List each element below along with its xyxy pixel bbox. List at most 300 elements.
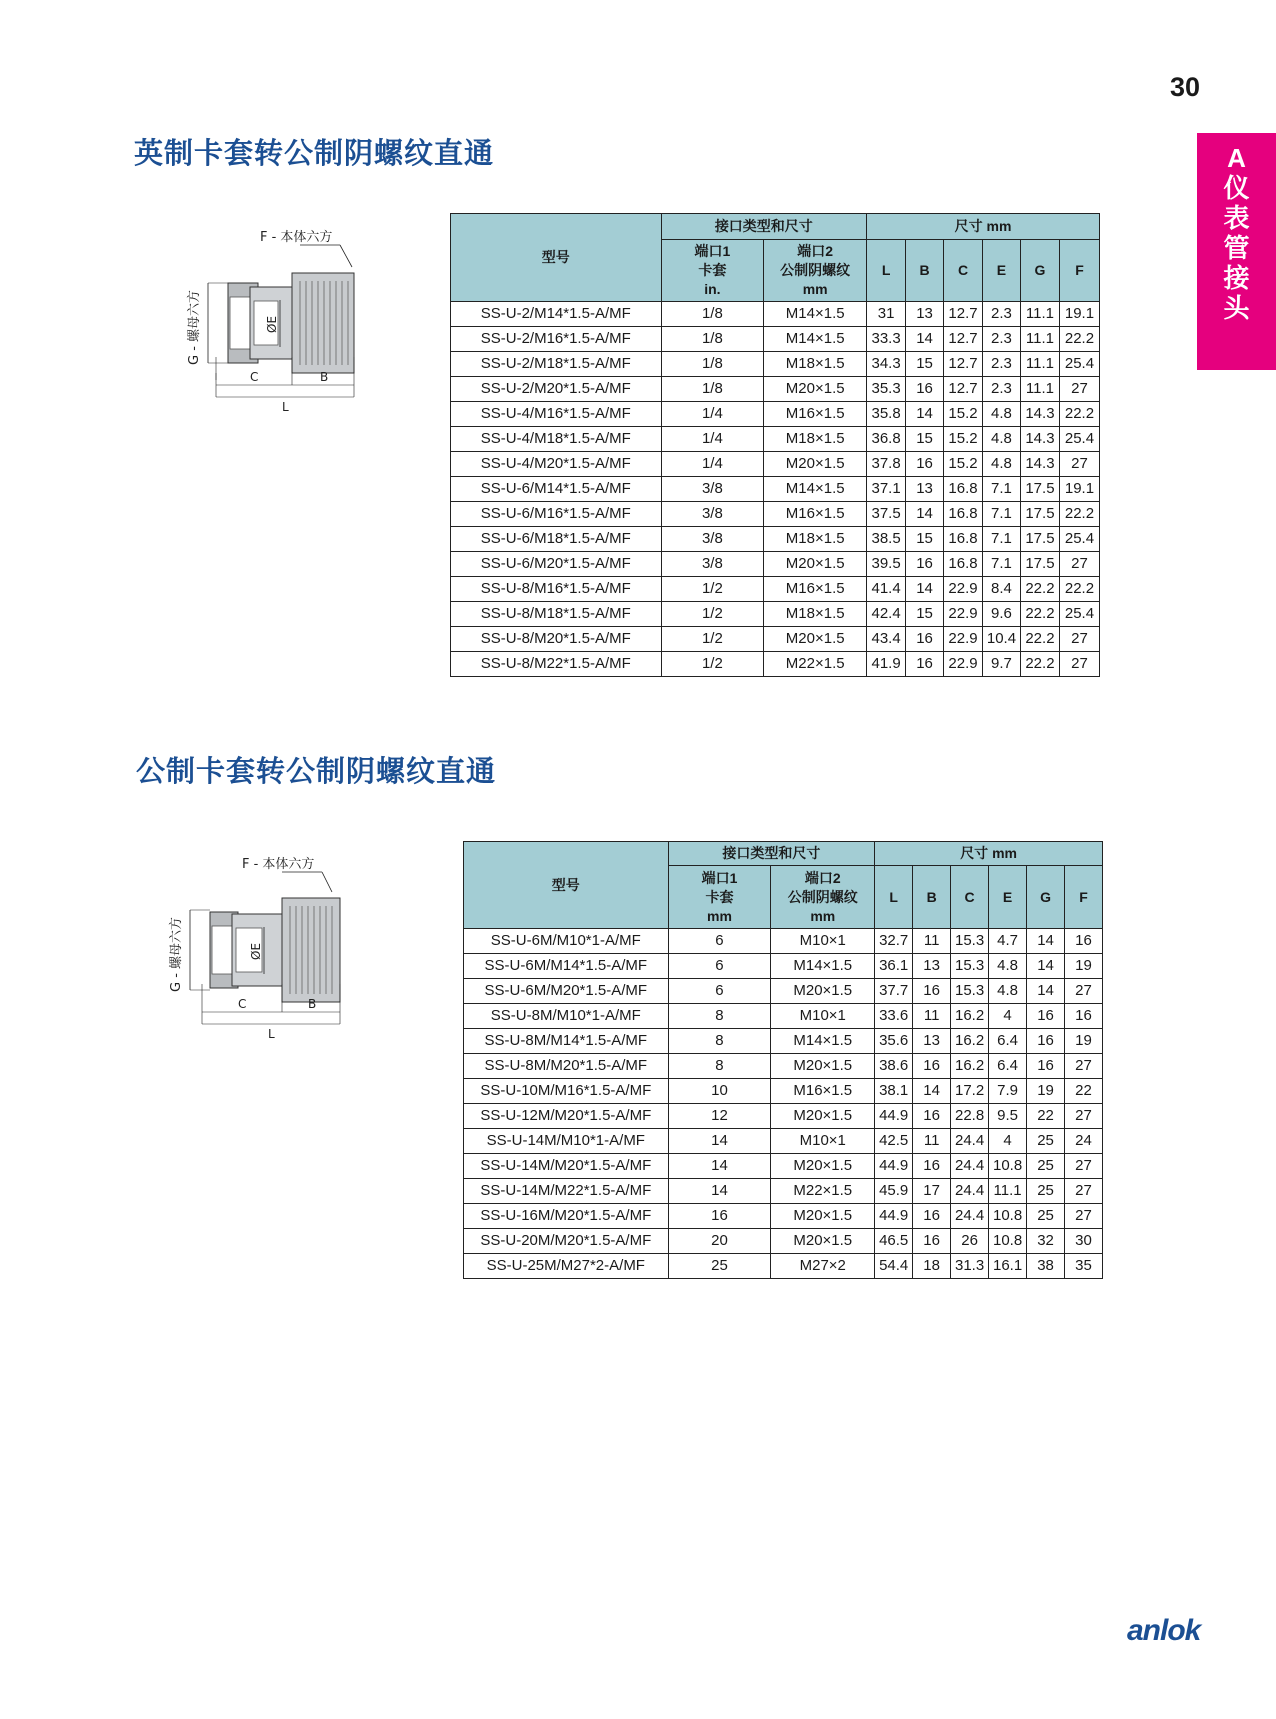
col-header-B: B	[913, 866, 951, 929]
table-cell: 35.3	[867, 377, 906, 402]
table-row	[464, 929, 1103, 954]
table-cell: 16.2	[951, 1054, 989, 1079]
table-cell: 8.4	[982, 577, 1020, 602]
table-cell: SS-U-6M/M14*1.5-A/MF	[464, 954, 669, 979]
table-cell: M20×1.5	[771, 1054, 875, 1079]
table-cell: 41.9	[867, 652, 906, 677]
hex-label: F - 本体六方	[260, 230, 333, 245]
table-cell: 25.4	[1059, 352, 1099, 377]
table-cell: 38	[1027, 1254, 1065, 1279]
table-row	[451, 527, 1100, 552]
table-cell: 10.8	[989, 1204, 1027, 1229]
col-header-E: E	[989, 866, 1027, 929]
table-cell: 11.1	[1020, 327, 1059, 352]
table-cell: 14	[906, 402, 944, 427]
table-cell: 7.9	[989, 1079, 1027, 1104]
table-cell: M18×1.5	[764, 427, 867, 452]
table-cell: 14	[668, 1129, 771, 1154]
table-cell: M14×1.5	[764, 477, 867, 502]
table-cell: 34.3	[867, 352, 906, 377]
table-cell: 16.2	[951, 1029, 989, 1054]
table-cell: 8	[668, 1004, 771, 1029]
table-cell: 38.5	[867, 527, 906, 552]
nut-label: G - 螺母六方	[169, 916, 184, 992]
table-cell: 6	[668, 979, 771, 1004]
port1-line: 端口1	[694, 243, 731, 259]
table-cell: M20×1.5	[771, 1204, 875, 1229]
table-cell: 14	[668, 1179, 771, 1204]
table-cell: 17.5	[1020, 552, 1059, 577]
table-row	[464, 1079, 1103, 1104]
table-cell: 16.8	[944, 477, 983, 502]
port2-line: 端口2	[804, 869, 841, 886]
col-header-port2	[764, 240, 867, 302]
table-row	[451, 602, 1100, 627]
port1-line: mm	[707, 907, 732, 924]
table-cell: 31.3	[951, 1254, 989, 1279]
table-cell: 11.1	[989, 1179, 1027, 1204]
table-row	[451, 627, 1100, 652]
table-cell: M20×1.5	[771, 1229, 875, 1254]
table-cell: 27	[1059, 452, 1099, 477]
table-cell: 20	[668, 1229, 771, 1254]
table-cell: 2.3	[982, 302, 1020, 327]
table-cell: 25.4	[1059, 602, 1099, 627]
table-cell: 6	[668, 954, 771, 979]
table-cell: SS-U-8M/M14*1.5-A/MF	[464, 1029, 669, 1054]
col-header-port2	[771, 866, 875, 929]
table-cell: 16	[913, 1204, 951, 1229]
table-row	[464, 1054, 1103, 1079]
table-cell: M20×1.5	[764, 452, 867, 477]
hex-label: F - 本体六方	[242, 857, 315, 872]
table-cell: 22.2	[1020, 627, 1059, 652]
table-row	[464, 1104, 1103, 1129]
col-header-F: F	[1059, 240, 1099, 302]
table-cell: 25	[1027, 1129, 1065, 1154]
table-cell: 35	[1065, 1254, 1103, 1279]
table-cell: SS-U-6M/M20*1.5-A/MF	[464, 979, 669, 1004]
table-cell: 10	[668, 1079, 771, 1104]
table-cell: 16	[1065, 1004, 1103, 1029]
table-cell: 16	[913, 1054, 951, 1079]
col-header-L: L	[875, 866, 913, 929]
table-cell: SS-U-8M/M10*1-A/MF	[464, 1004, 669, 1029]
table-cell: 16	[913, 979, 951, 1004]
col-header-interface: 接口类型和尺寸	[661, 214, 867, 240]
table-cell: 15.2	[944, 452, 983, 477]
table-cell: 14	[1027, 954, 1065, 979]
table-cell: SS-U-4/M18*1.5-A/MF	[451, 427, 662, 452]
table-cell: 4.8	[989, 979, 1027, 1004]
col-header-dims: 尺寸 mm	[875, 842, 1103, 866]
table-cell: 54.4	[875, 1254, 913, 1279]
table-cell: 16	[906, 552, 944, 577]
section-side-tab	[1197, 133, 1276, 370]
table-cell: 22.2	[1059, 577, 1099, 602]
table-cell: 13	[913, 1029, 951, 1054]
table-cell: 32.7	[875, 929, 913, 954]
table-cell: M20×1.5	[771, 1154, 875, 1179]
table-cell: 7.1	[982, 477, 1020, 502]
page-number: 30	[1169, 72, 1200, 102]
table-cell: 38.1	[875, 1079, 913, 1104]
table-cell: 14	[906, 327, 944, 352]
c-dim-label: C	[238, 997, 247, 1011]
table-cell: 25.4	[1059, 427, 1099, 452]
b-dim-label: B	[308, 997, 317, 1011]
table-cell: 38.6	[875, 1054, 913, 1079]
side-tab-char: 接	[1223, 263, 1250, 293]
table-cell: 24.4	[951, 1154, 989, 1179]
table-row	[451, 652, 1100, 677]
table-cell: SS-U-8/M22*1.5-A/MF	[451, 652, 662, 677]
table-cell: SS-U-4/M16*1.5-A/MF	[451, 402, 662, 427]
table-cell: 1/4	[661, 452, 764, 477]
c-dim-label: C	[250, 370, 259, 384]
table-row	[464, 1204, 1103, 1229]
table-cell: 14	[668, 1154, 771, 1179]
table-cell: 35.8	[867, 402, 906, 427]
table-row	[451, 352, 1100, 377]
table-cell: 16	[1027, 1004, 1065, 1029]
table-cell: 27	[1059, 552, 1099, 577]
col-header-model: 型号	[464, 842, 669, 929]
table-cell: 27	[1065, 1179, 1103, 1204]
table-cell: 16	[913, 1104, 951, 1129]
table-cell: M27×2	[771, 1254, 875, 1279]
col-header-E: E	[982, 240, 1020, 302]
table-cell: 14.3	[1020, 452, 1059, 477]
port2-line: 端口2	[797, 243, 834, 259]
table-cell: 27	[1059, 627, 1099, 652]
table-cell: M20×1.5	[764, 627, 867, 652]
table-cell: 16	[1065, 929, 1103, 954]
table-cell: SS-U-25M/M27*2-A/MF	[464, 1254, 669, 1279]
table-cell: 22	[1065, 1079, 1103, 1104]
table-row	[451, 427, 1100, 452]
table-row	[451, 552, 1100, 577]
side-tab-char: 头	[1223, 293, 1250, 323]
table-cell: 4.7	[989, 929, 1027, 954]
table-cell: M10×1	[771, 929, 875, 954]
port2-line: 公制阴螺纹	[780, 262, 851, 278]
nut-label: G - 螺母六方	[187, 289, 202, 365]
table-cell: 7.1	[982, 502, 1020, 527]
table-cell: 45.9	[875, 1179, 913, 1204]
table-cell: SS-U-6/M16*1.5-A/MF	[451, 502, 662, 527]
table-cell: 17.5	[1020, 477, 1059, 502]
table-cell: 19.1	[1059, 477, 1099, 502]
table-row	[464, 1154, 1103, 1179]
table-cell: 44.9	[875, 1104, 913, 1129]
table-cell: M16×1.5	[764, 577, 867, 602]
col-header-B: B	[906, 240, 944, 302]
table-cell: 1/2	[661, 627, 764, 652]
table-cell: SS-U-6M/M10*1-A/MF	[464, 929, 669, 954]
table-cell: 11.1	[1020, 352, 1059, 377]
table-cell: 44.9	[875, 1154, 913, 1179]
table-cell: 16.8	[944, 527, 983, 552]
table-row	[451, 402, 1100, 427]
table-cell: 22.9	[944, 652, 983, 677]
table-cell: M16×1.5	[771, 1079, 875, 1104]
table-cell: 3/8	[661, 477, 764, 502]
table-row	[464, 1254, 1103, 1279]
table-cell: 25	[1027, 1204, 1065, 1229]
table-cell: 16	[906, 652, 944, 677]
table-cell: 4.8	[982, 427, 1020, 452]
table-cell: 37.7	[875, 979, 913, 1004]
table-row	[451, 502, 1100, 527]
table-cell: 37.5	[867, 502, 906, 527]
table-cell: 27	[1065, 1054, 1103, 1079]
table-cell: 15.2	[944, 427, 983, 452]
table-cell: 4.8	[982, 402, 1020, 427]
table-cell: SS-U-8/M18*1.5-A/MF	[451, 602, 662, 627]
table-cell: 22.8	[951, 1104, 989, 1129]
table-cell: 22.9	[944, 602, 983, 627]
table-cell: 13	[913, 954, 951, 979]
table-cell: 22.9	[944, 627, 983, 652]
table-cell: SS-U-14M/M22*1.5-A/MF	[464, 1179, 669, 1204]
table-cell: 24.4	[951, 1129, 989, 1154]
table-cell: 25	[668, 1254, 771, 1279]
table-cell: 1/4	[661, 427, 764, 452]
table-cell: 2.3	[982, 377, 1020, 402]
table-cell: M18×1.5	[764, 527, 867, 552]
table-row	[464, 1129, 1103, 1154]
table-row	[464, 1004, 1103, 1029]
port1-line: 卡套	[705, 888, 734, 905]
table-cell: 16	[906, 627, 944, 652]
table-cell: M20×1.5	[764, 552, 867, 577]
col-header-dims: 尺寸 mm	[867, 214, 1100, 240]
table-cell: 1/4	[661, 402, 764, 427]
table-cell: 25	[1027, 1179, 1065, 1204]
table-cell: 14.3	[1020, 402, 1059, 427]
table-cell: SS-U-6/M14*1.5-A/MF	[451, 477, 662, 502]
side-tab-char: A	[1227, 143, 1246, 173]
table-cell: 43.4	[867, 627, 906, 652]
fitting-diagram	[180, 225, 400, 420]
table-cell: 4	[989, 1129, 1027, 1154]
table-cell: SS-U-14M/M20*1.5-A/MF	[464, 1154, 669, 1179]
table-row	[451, 452, 1100, 477]
table-cell: 36.8	[867, 427, 906, 452]
table-cell: 9.6	[982, 602, 1020, 627]
col-header-F: F	[1065, 866, 1103, 929]
table-cell: 13	[906, 302, 944, 327]
side-tab-char: 管	[1223, 233, 1250, 263]
table-cell: 1/8	[661, 302, 764, 327]
table-cell: M22×1.5	[771, 1179, 875, 1204]
table-cell: M14×1.5	[771, 1029, 875, 1054]
col-header-model: 型号	[451, 214, 662, 302]
table-row	[451, 302, 1100, 327]
table-cell: 11	[913, 1129, 951, 1154]
table-cell: 42.4	[867, 602, 906, 627]
table-cell: 15.3	[951, 954, 989, 979]
table-cell: 14	[1027, 979, 1065, 1004]
section-title: 英制卡套转公制阴螺纹直通	[134, 138, 495, 170]
table-cell: 17.5	[1020, 527, 1059, 552]
col-header-interface: 接口类型和尺寸	[668, 842, 875, 866]
table-cell: 42.5	[875, 1129, 913, 1154]
table-cell: 11	[913, 1004, 951, 1029]
section-title: 公制卡套转公制阴螺纹直通	[136, 756, 497, 788]
spec-table-metric	[463, 841, 1103, 1279]
table-row	[451, 377, 1100, 402]
table-cell: 14	[913, 1079, 951, 1104]
table-cell: 16	[668, 1204, 771, 1229]
table-cell: 12.7	[944, 302, 983, 327]
table-cell: M14×1.5	[771, 954, 875, 979]
col-header-G: G	[1027, 866, 1065, 929]
table-cell: M20×1.5	[764, 377, 867, 402]
table-cell: 14	[906, 577, 944, 602]
table-cell: 11.1	[1020, 302, 1059, 327]
table-row	[451, 577, 1100, 602]
table-cell: 1/2	[661, 602, 764, 627]
table-cell: 22.2	[1020, 652, 1059, 677]
dia-label: ØE	[249, 942, 263, 960]
table-cell: 27	[1065, 1104, 1103, 1129]
table-cell: 15	[906, 602, 944, 627]
table-cell: 7.1	[982, 527, 1020, 552]
table-cell: SS-U-2/M18*1.5-A/MF	[451, 352, 662, 377]
port1-line: 端口1	[701, 869, 738, 886]
spec-table-body	[451, 302, 1100, 677]
b-dim-label: B	[320, 370, 329, 384]
port2-line: 公制阴螺纹	[787, 888, 858, 905]
table-cell: 3/8	[661, 527, 764, 552]
table-cell: M16×1.5	[764, 502, 867, 527]
table-cell: 2.3	[982, 352, 1020, 377]
table-cell: SS-U-8/M16*1.5-A/MF	[451, 577, 662, 602]
table-cell: 22.9	[944, 577, 983, 602]
table-cell: 16.1	[989, 1254, 1027, 1279]
table-cell: 31	[867, 302, 906, 327]
table-cell: 1/8	[661, 327, 764, 352]
table-cell: M20×1.5	[771, 979, 875, 1004]
table-cell: 16	[1027, 1029, 1065, 1054]
table-row	[464, 1179, 1103, 1204]
table-row	[464, 979, 1103, 1004]
table-cell: 16.2	[951, 1004, 989, 1029]
table-cell: 10.4	[982, 627, 1020, 652]
table-row	[451, 327, 1100, 352]
table-cell: 26	[951, 1229, 989, 1254]
col-header-L: L	[867, 240, 906, 302]
table-cell: 1/8	[661, 377, 764, 402]
table-cell: SS-U-8M/M20*1.5-A/MF	[464, 1054, 669, 1079]
table-cell: 19	[1027, 1079, 1065, 1104]
table-cell: SS-U-20M/M20*1.5-A/MF	[464, 1229, 669, 1254]
table-cell: 19	[1065, 954, 1103, 979]
table-cell: 16	[906, 452, 944, 477]
table-cell: 16	[913, 1154, 951, 1179]
table-cell: 17.2	[951, 1079, 989, 1104]
port2-line: mm	[810, 907, 836, 924]
table-cell: 27	[1065, 979, 1103, 1004]
table-cell: 25	[1027, 1154, 1065, 1179]
table-cell: 10.8	[989, 1154, 1027, 1179]
table-cell: 22.2	[1059, 502, 1099, 527]
table-cell: M10×1	[771, 1004, 875, 1029]
port2-line: mm	[802, 281, 828, 297]
table-cell: 17.5	[1020, 502, 1059, 527]
table-cell: 32	[1027, 1229, 1065, 1254]
col-header-C: C	[951, 866, 989, 929]
table-cell: 27	[1059, 377, 1099, 402]
side-tab-char: 仪	[1223, 173, 1250, 203]
table-cell: 14	[906, 502, 944, 527]
fitting-diagram	[162, 852, 382, 1047]
col-header-G: G	[1020, 240, 1059, 302]
table-cell: 35.6	[875, 1029, 913, 1054]
table-cell: SS-U-2/M16*1.5-A/MF	[451, 327, 662, 352]
table-cell: 6	[668, 929, 771, 954]
port1-line: in.	[704, 281, 721, 297]
table-cell: 37.1	[867, 477, 906, 502]
table-cell: 39.5	[867, 552, 906, 577]
table-row	[464, 954, 1103, 979]
table-cell: SS-U-6/M18*1.5-A/MF	[451, 527, 662, 552]
table-row	[464, 1229, 1103, 1254]
table-cell: 24.4	[951, 1179, 989, 1204]
table-cell: 18	[913, 1254, 951, 1279]
table-cell: 24	[1065, 1129, 1103, 1154]
table-cell: 1/2	[661, 577, 764, 602]
table-cell: 12.7	[944, 327, 983, 352]
brand-logo: anlok	[1127, 1614, 1201, 1647]
table-cell: 15	[906, 427, 944, 452]
table-cell: 30	[1065, 1229, 1103, 1254]
side-tab-char: 表	[1223, 203, 1250, 233]
table-cell: 9.5	[989, 1104, 1027, 1129]
table-cell: 27	[1065, 1204, 1103, 1229]
table-cell: SS-U-6/M20*1.5-A/MF	[451, 552, 662, 577]
table-cell: SS-U-16M/M20*1.5-A/MF	[464, 1204, 669, 1229]
dia-label: ØE	[265, 315, 279, 333]
spec-table-imperial	[450, 213, 1100, 677]
table-cell: M14×1.5	[764, 327, 867, 352]
port1-line: 卡套	[698, 262, 727, 278]
table-cell: 36.1	[875, 954, 913, 979]
table-cell: 41.4	[867, 577, 906, 602]
table-cell: 12.7	[944, 377, 983, 402]
col-header-port1	[668, 866, 771, 929]
table-cell: SS-U-14M/M10*1-A/MF	[464, 1129, 669, 1154]
table-cell: SS-U-12M/M20*1.5-A/MF	[464, 1104, 669, 1129]
table-cell: M10×1	[771, 1129, 875, 1154]
table-cell: 14.3	[1020, 427, 1059, 452]
table-cell: 22.2	[1059, 402, 1099, 427]
table-cell: 11.1	[1020, 377, 1059, 402]
table-cell: 12.7	[944, 352, 983, 377]
table-cell: SS-U-10M/M16*1.5-A/MF	[464, 1079, 669, 1104]
table-cell: 4	[989, 1004, 1027, 1029]
table-cell: 3/8	[661, 552, 764, 577]
table-cell: 22.2	[1059, 327, 1099, 352]
col-header-C: C	[944, 240, 983, 302]
table-cell: 22.2	[1020, 577, 1059, 602]
table-row	[464, 1029, 1103, 1054]
table-cell: 15.3	[951, 929, 989, 954]
table-cell: 8	[668, 1029, 771, 1054]
table-cell: 4.8	[989, 954, 1027, 979]
